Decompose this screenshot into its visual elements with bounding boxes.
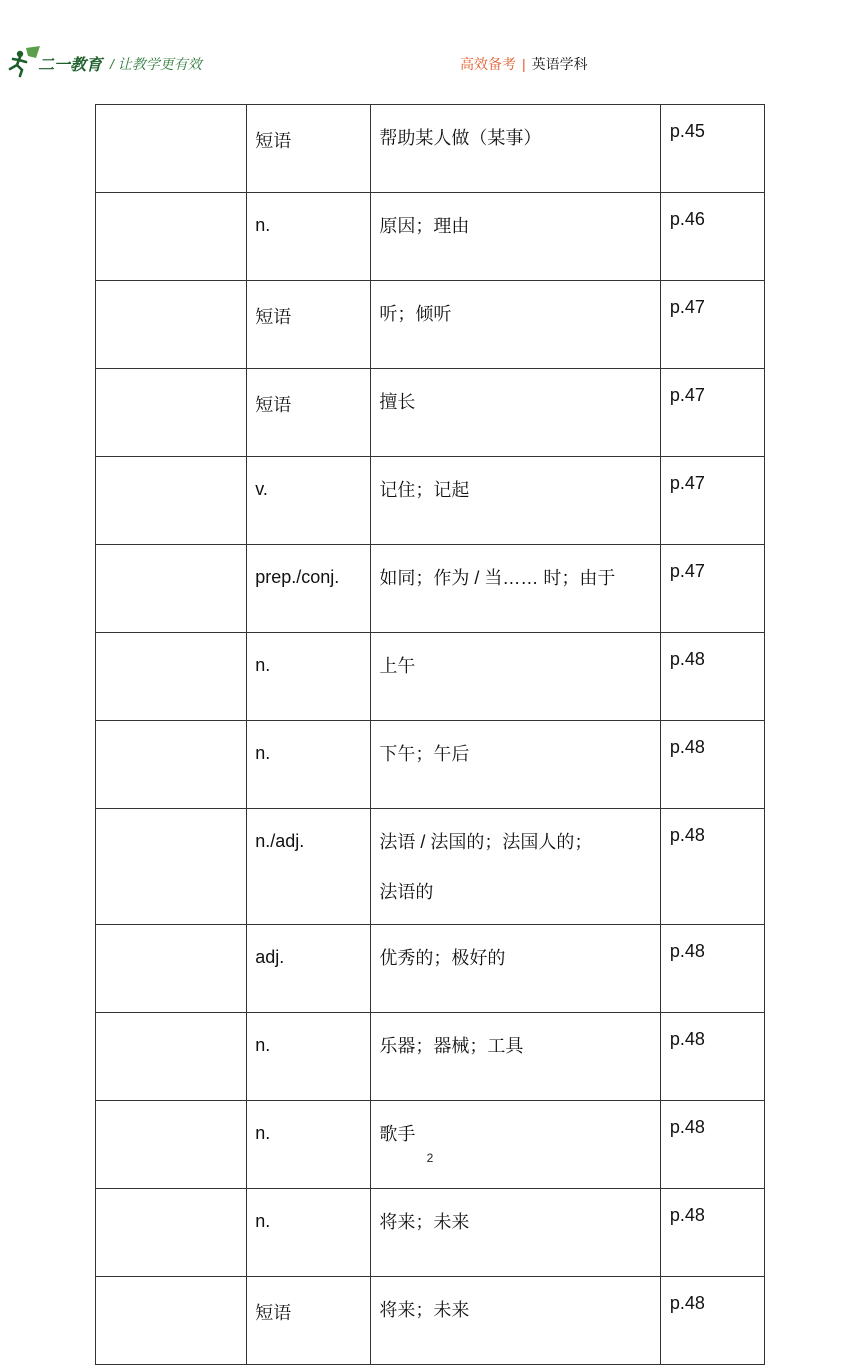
meaning-cell — [371, 925, 660, 1013]
textbook-page-cell: p.46 — [660, 193, 764, 281]
meaning-line: 将来；未来 — [379, 1300, 470, 1320]
meaning-cell — [371, 1101, 660, 1189]
meaning-line: 歌手 — [379, 1124, 416, 1144]
word-cell — [96, 369, 247, 457]
meaning-line: 下午；午后 — [379, 744, 470, 764]
table-row — [96, 633, 765, 721]
header-separator: | — [522, 56, 526, 72]
meaning-line: 听；倾听 — [379, 304, 452, 324]
textbook-page-cell: p.48 — [660, 1013, 764, 1101]
runner-logo-icon — [6, 44, 42, 78]
header-subject: 英语学科 — [531, 56, 588, 72]
part-of-speech-cell: n. — [247, 1013, 371, 1101]
brand-name: 二一教育 — [38, 57, 103, 74]
meaning-line: 法语的 — [379, 882, 434, 902]
part-of-speech-cell: 短语 — [247, 1277, 371, 1365]
part-of-speech-cell: n. — [247, 193, 371, 281]
brand-slogan: / 让教学更有效 — [110, 56, 202, 72]
word-cell — [96, 457, 247, 545]
page-number: 2 — [426, 1151, 434, 1165]
meaning-line: 如同；作为 / 当…… 时；由于 — [379, 568, 616, 588]
table-row — [96, 1189, 765, 1277]
meaning-line: 优秀的；极好的 — [379, 948, 506, 968]
meaning-line: 擅长 — [379, 392, 416, 412]
part-of-speech-cell: adj. — [247, 925, 371, 1013]
word-cell — [96, 633, 247, 721]
table-row — [96, 457, 765, 545]
table-row — [96, 105, 765, 193]
part-of-speech-cell: n. — [247, 721, 371, 809]
header-exam-tag: 高效备考 — [460, 56, 516, 72]
textbook-page-cell: p.48 — [660, 809, 764, 925]
table-row — [96, 925, 765, 1013]
meaning-line: 将来；未来 — [379, 1212, 470, 1232]
table-row — [96, 281, 765, 369]
table-row — [96, 1013, 765, 1101]
textbook-page-cell: p.48 — [660, 633, 764, 721]
meaning-line: 乐器；器械；工具 — [379, 1036, 524, 1056]
meaning-line: 法语 / 法国的；法国人的； — [379, 832, 593, 852]
meaning-cell — [371, 369, 660, 457]
table-row — [96, 1277, 765, 1365]
textbook-page-cell: p.48 — [660, 1101, 764, 1189]
textbook-page-cell: p.48 — [660, 925, 764, 1013]
word-cell — [96, 1277, 247, 1365]
vocabulary-table — [95, 104, 765, 1365]
table-row — [96, 369, 765, 457]
textbook-page-cell: p.47 — [660, 545, 764, 633]
word-cell — [96, 193, 247, 281]
word-cell — [96, 1013, 247, 1101]
meaning-cell — [371, 105, 660, 193]
part-of-speech-cell: n. — [247, 1189, 371, 1277]
textbook-page-cell: p.45 — [660, 105, 764, 193]
page-header — [0, 0, 860, 100]
table-row — [96, 545, 765, 633]
meaning-cell — [371, 1277, 660, 1365]
meaning-cell — [371, 545, 660, 633]
part-of-speech-cell: n./adj. — [247, 809, 371, 925]
table-row — [96, 193, 765, 281]
table-row — [96, 721, 765, 809]
table-row — [96, 809, 765, 925]
meaning-cell — [371, 809, 660, 925]
table-row — [96, 1101, 765, 1189]
meaning-line: 帮助某人做（某事） — [379, 128, 542, 148]
header-subject-info — [460, 54, 588, 74]
textbook-page-cell: p.47 — [660, 281, 764, 369]
meaning-line: 上午 — [379, 656, 416, 676]
meaning-cell — [371, 1013, 660, 1101]
meaning-cell — [371, 193, 660, 281]
word-cell — [96, 281, 247, 369]
meaning-line: 原因；理由 — [379, 216, 470, 236]
textbook-page-cell: p.48 — [660, 721, 764, 809]
meaning-cell — [371, 281, 660, 369]
part-of-speech-cell: prep./conj. — [247, 545, 371, 633]
part-of-speech-cell: 短语 — [247, 369, 371, 457]
word-cell — [96, 1189, 247, 1277]
meaning-cell — [371, 1189, 660, 1277]
word-cell — [96, 721, 247, 809]
part-of-speech-cell: n. — [247, 1101, 371, 1189]
meaning-cell — [371, 457, 660, 545]
textbook-page-cell: p.48 — [660, 1189, 764, 1277]
word-cell — [96, 105, 247, 193]
textbook-page-cell: p.47 — [660, 457, 764, 545]
meaning-cell — [371, 721, 660, 809]
word-cell — [96, 545, 247, 633]
textbook-page-cell: p.47 — [660, 369, 764, 457]
part-of-speech-cell: 短语 — [247, 105, 371, 193]
word-cell — [96, 1101, 247, 1189]
meaning-line: 记住；记起 — [379, 480, 470, 500]
part-of-speech-cell: v. — [247, 457, 371, 545]
part-of-speech-cell: 短语 — [247, 281, 371, 369]
part-of-speech-cell: n. — [247, 633, 371, 721]
textbook-page-cell: p.48 — [660, 1277, 764, 1365]
word-cell — [96, 809, 247, 925]
meaning-cell — [371, 633, 660, 721]
word-cell — [96, 925, 247, 1013]
